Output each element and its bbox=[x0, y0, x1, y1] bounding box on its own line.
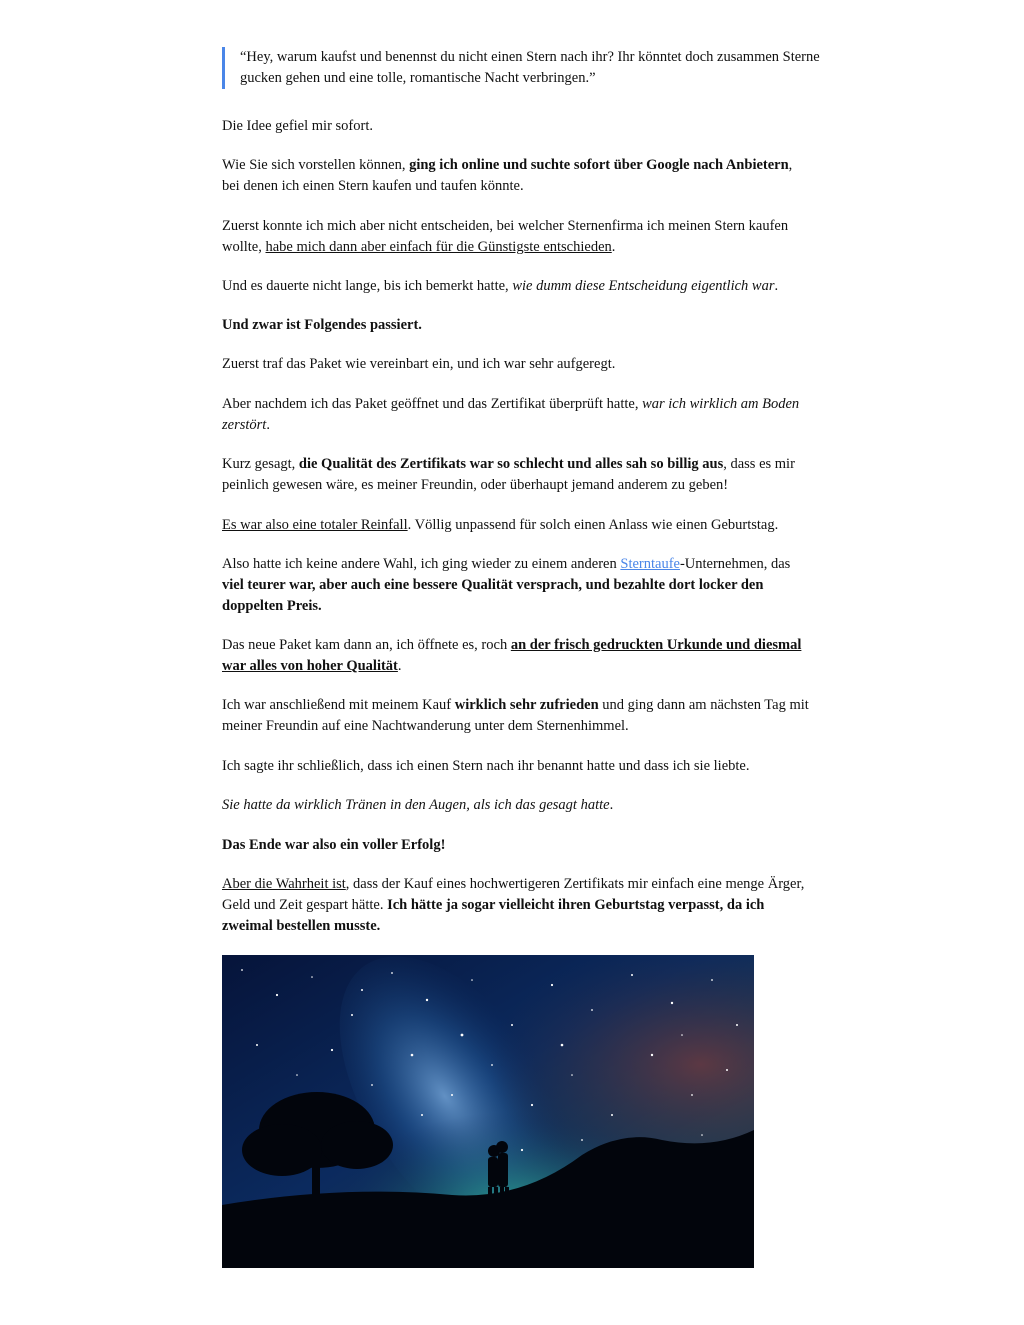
text: . Völlig unpassend für solch einen Anlass wie einen Geburtstag. bbox=[407, 517, 779, 533]
paragraph-13 bbox=[222, 756, 812, 777]
paragraph-12 bbox=[222, 695, 812, 737]
bold-text: Ich hätte ja sogar vielleicht ihren Geburtstag verpasst, da ich zweimal bestellen musste. bbox=[222, 897, 765, 934]
italic-text: war ich wirklich am Boden zerstört bbox=[222, 396, 800, 433]
paragraph-11 bbox=[222, 635, 812, 677]
paragraph-14 bbox=[222, 795, 812, 816]
text: Wie Sie sich vorstellen können, bbox=[222, 157, 410, 173]
text: . bbox=[266, 417, 270, 433]
text: Aber nachdem ich das Paket geöffnet und das Zertifikat überprüft hatte, bbox=[222, 396, 643, 412]
text: Zuerst traf das Paket wie vereinbart ein, und ich war sehr aufgeregt. bbox=[222, 356, 616, 372]
bold-text: die Qualität des Zertifikats war so schlecht und alles sah so billig aus bbox=[298, 456, 724, 472]
bold-text: viel teurer war, aber auch eine bessere Qualität versprach, und bezahlte dort locker den doppelten Preis. bbox=[222, 577, 764, 614]
paragraph-10 bbox=[222, 554, 812, 617]
paragraph-4 bbox=[222, 276, 812, 297]
text: und ging dann am nächsten Tag mit meiner Freundin auf eine Nachtwanderung unter dem Sternenhimmel. bbox=[222, 697, 809, 734]
paragraph-2 bbox=[222, 155, 812, 197]
underlined-text: Aber die Wahrheit ist bbox=[222, 876, 346, 892]
paragraph-5 bbox=[222, 315, 812, 336]
text: , dass der Kauf eines hochwertigeren Zertifikats mir einfach eine menge Ärger, Geld und Zeit gespart hätte. bbox=[222, 876, 805, 913]
italic-text: wie dumm diese Entscheidung eigentlich war bbox=[512, 278, 775, 294]
italic-text: Sie hatte da wirklich Tränen in den Augen, als ich das gesagt hatte bbox=[222, 797, 610, 813]
night-sky-illustration bbox=[222, 955, 754, 1268]
text: . bbox=[774, 278, 779, 294]
bold-text: ging ich online und suchte sofort über Google nach Anbietern bbox=[409, 157, 789, 173]
text: . bbox=[397, 658, 402, 674]
bold-text: wirklich sehr zufrieden bbox=[454, 697, 599, 713]
underlined-text: Es war also eine totaler Reinfall bbox=[222, 517, 408, 533]
text: Ich war anschließend mit meinem Kauf bbox=[222, 697, 455, 713]
text: Und es dauerte nicht lange, bis ich bemerkt hatte, bbox=[222, 278, 513, 294]
text: . bbox=[611, 239, 616, 255]
paragraph-7 bbox=[222, 394, 812, 436]
paragraph-1 bbox=[222, 116, 812, 137]
blockquote bbox=[222, 47, 820, 89]
paragraph-16 bbox=[222, 874, 812, 937]
paragraph-8 bbox=[222, 454, 812, 496]
text: . bbox=[609, 797, 614, 813]
bold-underlined-text: an der frisch gedruckten Urkunde und diesmal war alles von hoher Qualität bbox=[222, 637, 802, 674]
paragraph-6 bbox=[222, 354, 812, 375]
starry-night-photo bbox=[222, 955, 754, 1268]
quote-text: “Hey, warum kaufst und benennst du nicht einen Stern nach ihr? Ihr könntet doch zusammen Sterne gucken gehen und eine tolle, romantische Nacht verbringen.” bbox=[240, 49, 820, 86]
text: Kurz gesagt, bbox=[222, 456, 299, 472]
text: Ich sagte ihr schließlich, dass ich einen Stern nach ihr benannt hatte und dass ich sie liebte. bbox=[222, 758, 750, 774]
text: -Unternehmen, das bbox=[679, 556, 791, 572]
sterntaufe-link[interactable]: Sterntaufe bbox=[620, 556, 680, 572]
text: , dass es mir peinlich gewesen wäre, es meiner Freundin, oder überhaupt jemand anderem zu geben! bbox=[222, 456, 795, 493]
underlined-text: habe mich dann aber einfach für die Günstigste entschieden bbox=[265, 239, 612, 255]
text: Zuerst konnte ich mich aber nicht entscheiden, bei welcher Sternenfirma ich meinen Stern kaufen wollte, bbox=[222, 218, 789, 255]
text: Die Idee gefiel mir sofort. bbox=[222, 118, 373, 134]
text: , bei denen ich einen Stern kaufen und taufen könnte. bbox=[222, 157, 793, 194]
text: Das neue Paket kam dann an, ich öffnete es, roch bbox=[222, 637, 511, 653]
paragraph-3 bbox=[222, 216, 812, 258]
bold-text: Das Ende war also ein voller Erfolg! bbox=[222, 837, 446, 853]
bold-text: Und zwar ist Folgendes passiert. bbox=[222, 317, 422, 333]
paragraph-9 bbox=[222, 515, 812, 536]
paragraph-15 bbox=[222, 835, 812, 856]
text: Also hatte ich keine andere Wahl, ich ging wieder zu einem anderen bbox=[222, 556, 621, 572]
